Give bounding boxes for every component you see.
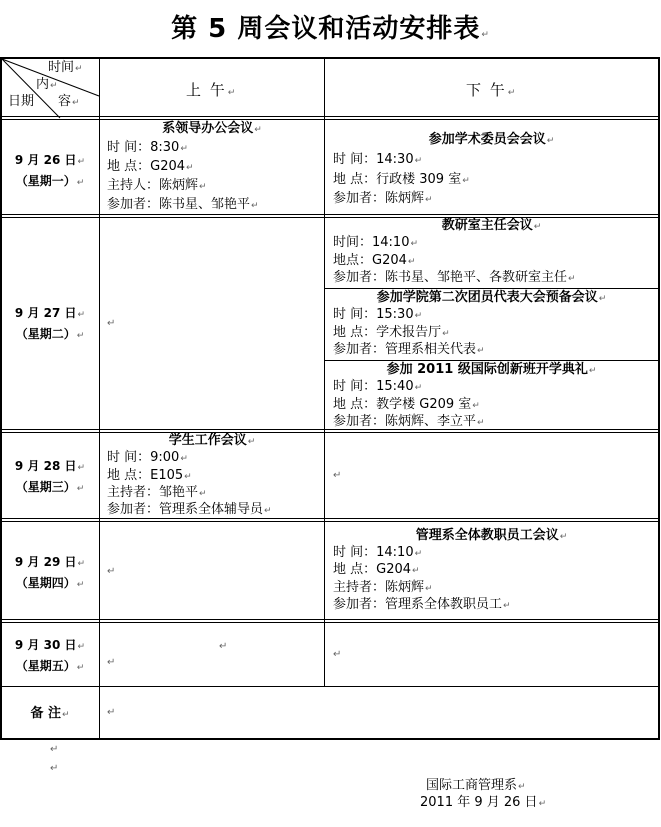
remarks-label: 备 注↵: [30, 706, 70, 721]
event-detail: 时间：14:10↵: [333, 235, 419, 250]
row-divider: [0, 521, 660, 522]
header-afternoon: 下 午↵: [466, 81, 518, 99]
event-title: 管理系全体教职员工会议↵: [415, 528, 568, 543]
event-detail: 地 点：行政楼 309 室↵: [333, 172, 470, 187]
event-title: 参加学术委员会会议↵: [428, 132, 555, 147]
event-detail: 时 间：9:00↵: [107, 450, 188, 465]
event-detail: 参加者：陈炳辉↵: [333, 191, 433, 206]
event-detail: 地 点：教学楼 G209 室↵: [333, 397, 480, 412]
day-date-cell: 9 月 27 日↵ （星期二）↵: [14, 306, 86, 341]
event-detail: 地 点：学术报告厅↵: [333, 325, 450, 340]
empty-cell-mark: ↵: [107, 318, 116, 329]
event-title: 系领导办公会议↵: [162, 121, 262, 136]
event-detail: 主持者：陈炳辉↵: [333, 580, 433, 595]
row-divider: [0, 214, 660, 215]
header-morning: 上 午↵: [186, 81, 238, 99]
row-divider: [0, 619, 660, 620]
return-mark: ↵: [481, 30, 490, 40]
day-date-cell: 9 月 26 日↵ （星期一）↵: [14, 153, 86, 188]
event-detail: 参加者：管理系全体辅导员↵: [107, 502, 272, 517]
event-detail: 主持人：陈炳辉↵: [107, 178, 207, 193]
table-border-right: [658, 57, 660, 740]
event-detail: 时 间：8:30↵: [107, 140, 188, 155]
empty-paragraph-mark: ↵: [50, 763, 59, 774]
event-detail: 参加者：陈书星、邹艳平↵: [107, 197, 259, 212]
corner-label-content-2: 容↵: [58, 94, 80, 109]
event-detail: 参加者：陈炳辉、李立平↵: [333, 414, 485, 429]
event-detail: 时 间：15:40↵: [333, 379, 423, 394]
day-date-cell: 9 月 29 日↵ （星期四）↵: [14, 555, 86, 590]
column-divider-date: [99, 57, 100, 740]
event-detail: 时 间：15:30↵: [333, 307, 423, 322]
event-title: 学生工作会议↵: [168, 433, 256, 448]
row-divider: [0, 686, 660, 687]
event-detail: 时 间：14:10↵: [333, 545, 423, 560]
row-divider: [0, 429, 660, 430]
remarks-content: ↵: [107, 707, 116, 718]
event-detail: 参加者：管理系全体教职员工↵: [333, 597, 511, 612]
day-date-cell: 9 月 30 日↵ （星期五）↵: [14, 638, 86, 673]
event-detail: 参加者：管理系相关代表↵: [333, 342, 485, 357]
corner-label-content-1: 内↵: [36, 77, 58, 92]
event-detail: 时 间：14:30↵: [333, 152, 423, 167]
row-divider: [0, 518, 660, 519]
empty-paragraph-mark: ↵: [50, 744, 59, 755]
event-detail: 地 点：E105↵: [107, 468, 192, 483]
event-detail: 参加者：陈书星、邹艳平、各教研室主任↵: [333, 270, 576, 285]
corner-label-time: 时间↵: [48, 60, 83, 75]
event-title: 教研室主任会议↵: [441, 218, 542, 233]
event-detail: 地 点：G204↵: [333, 562, 420, 577]
empty-cell-mark: ↵: [107, 566, 116, 577]
row-divider: [0, 432, 660, 433]
row-divider: [0, 622, 660, 623]
empty-cell-mark: ↵: [219, 641, 228, 652]
event-title: 参加 2011 级国际创新班开学典礼↵: [386, 362, 597, 377]
event-title: 参加学院第二次团员代表大会预备会议↵: [376, 290, 607, 305]
empty-cell-mark: ↵: [333, 649, 342, 660]
day-date-cell: 9 月 28 日↵ （星期三）↵: [14, 459, 86, 494]
footer-date: 2011 年 9 月 26 日↵: [420, 795, 547, 810]
corner-label-date: 日期: [8, 94, 35, 109]
empty-cell-mark: ↵: [107, 657, 116, 668]
title-text: 第 5 周会议和活动安排表: [171, 14, 481, 44]
footer-org: 国际工商管理系↵: [426, 778, 526, 793]
event-detail: 地点：G204↵: [333, 253, 416, 268]
event-detail: 主持者：邹艳平↵: [107, 485, 207, 500]
event-detail: 地 点：G204↵: [107, 159, 194, 174]
empty-cell-mark: ↵: [333, 470, 342, 481]
